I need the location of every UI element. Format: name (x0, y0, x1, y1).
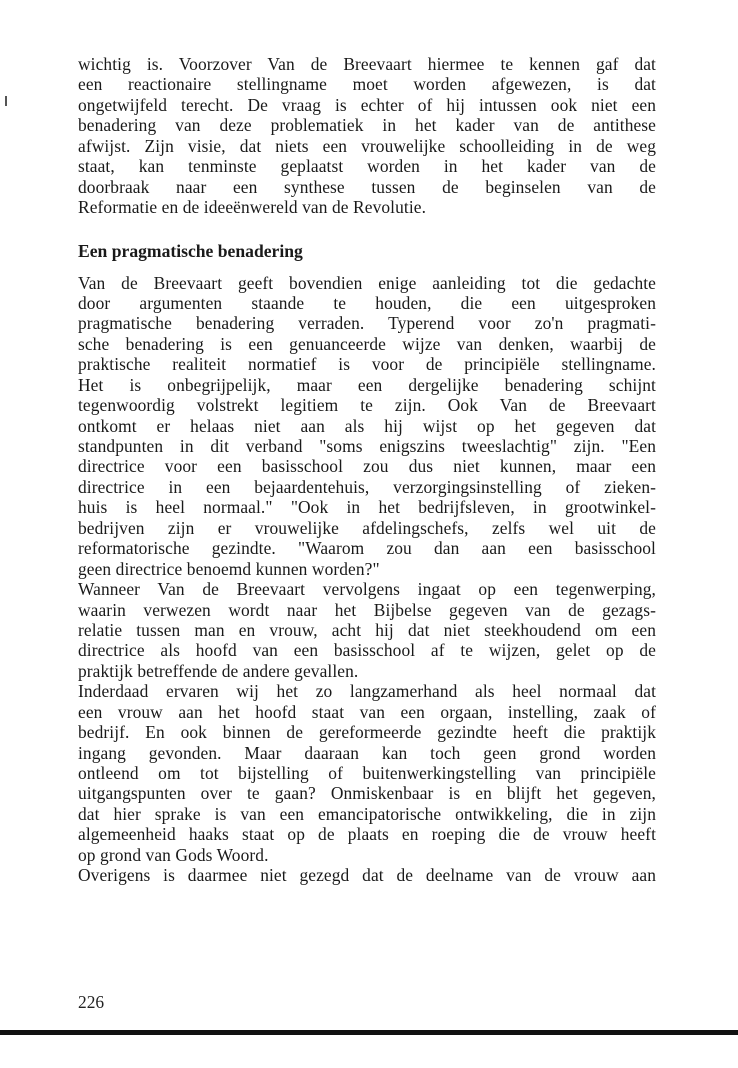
text-line: directrice in een bejaardentehuis, verzorgingsinstelling of zieken- (78, 476, 656, 497)
text-line: ongetwijfeld terecht. De vraag is echter of hij intussen ook niet een (78, 94, 656, 115)
text-line: een reactionaire stellingname moet worden afgewezen, is dat (78, 74, 656, 95)
text-line: Van de Breevaart geeft bovendien enige aanleiding tot die gedachte (78, 272, 656, 293)
text-line: reformatorische gezindte. "Waarom zou dan aan een basisschool (78, 538, 656, 559)
text-line: op grond van Gods Woord. (78, 844, 269, 865)
margin-mark (5, 96, 7, 106)
paragraph-1 (78, 54, 656, 218)
text-line: standpunten in dit verband "soms enigszins tweeslachtig" zijn. "Een (78, 436, 656, 456)
text-line: relatie tussen man en vrouw, acht hij dat niet steekhoudend om een (78, 619, 656, 640)
text-line: algemeenheid haaks staat op de plaats en roeping die de vrouw heeft (78, 824, 656, 845)
text-line: directrice voor een basisschool zou dus niet kunnen, maar een (78, 456, 656, 477)
text-line: benadering van deze problematiek in het kader van de antithese (78, 115, 656, 136)
text-line: Inderdaad ervaren wij het zo langzamerhand als heel normaal dat (78, 681, 656, 702)
text-line: dat hier sprake is van een emancipatorische ontwikkeling, die in zijn (78, 803, 656, 824)
text-line: afwijst. Zijn visie, dat niets een vrouwelijke schoolleiding in de weg (78, 135, 656, 156)
text-line: een vrouw aan het hoofd staat van een orgaan, instelling, zaak of (78, 701, 656, 722)
text-line: geen directrice benoemd kunnen worden?" (78, 558, 380, 579)
text-line: staat, kan tenminste geplaatst worden in het kader van de (78, 156, 656, 177)
text-line: Wanneer Van de Breevaart vervolgens ingaat op een tegenwerping, (78, 579, 656, 600)
text-line: bedrijf. En ook binnen de gereformeerde gezindte heeft die praktijk (78, 722, 656, 743)
paragraph-4 (78, 681, 656, 865)
text-line: Overigens is daarmee niet gezegd dat de deelname van de vrouw aan (78, 865, 656, 886)
paragraph-2 (78, 273, 656, 580)
text-line: praktische realiteit normatief is voor de principiële stellingname. (78, 354, 656, 375)
text-line: sche benadering is een genuanceerde wijze van denken, waarbij de (78, 333, 656, 354)
text-line: Reformatie en de ideeënwereld van de Revolutie. (78, 197, 427, 218)
page-body (78, 54, 656, 886)
page-number: 226 (78, 992, 105, 1012)
text-line: tegenwoordig volstrekt legitiem te zijn. Ook Van de Breevaart (78, 395, 656, 416)
text-line: ontkomt er helaas niet aan als hij wijst op het gegeven dat (78, 415, 656, 436)
text-line: directrice als hoofd van een basisschool af te wijzen, gelet op de (78, 640, 656, 661)
text-line: huis is heel normaal." "Ook in het bedrijfsleven, in grootwinkel- (78, 497, 656, 518)
text-line: ingang gevonden. Maar daaraan kan toch geen grond worden (78, 742, 656, 763)
text-line: wichtig is. Voorzover Van de Breevaart hiermee te kennen gaf dat (78, 54, 656, 74)
text-line: bedrijven zijn er vrouwelijke afdelingschefs, zelfs wel uit de (78, 517, 656, 538)
paragraph-5 (78, 865, 656, 885)
section-heading: Een pragmatische benadering (78, 240, 303, 261)
text-line: waarin verwezen wordt naar het Bijbelse gegeven van de gezags- (78, 599, 656, 620)
text-line: door argumenten staande te houden, die een uitgesproken (78, 292, 656, 313)
text-line: Het is onbegrijpelijk, maar een dergelijke benadering schijnt (78, 374, 656, 395)
text-line: ontleend om tot bijstelling of buitenwerkingstelling van principiële (78, 763, 656, 783)
text-line: pragmatische benadering verraden. Typerend voor zo'n pragmati- (78, 313, 656, 334)
paragraph-3 (78, 579, 656, 681)
bottom-rule (0, 1030, 738, 1035)
text-line: uitgangspunten over te gaan? Onmiskenbaar is en blijft het gegeven, (78, 783, 656, 804)
text-line: doorbraak naar een synthese tussen de beginselen van de (78, 176, 656, 197)
text-line: praktijk betreffende de andere gevallen. (78, 660, 359, 681)
